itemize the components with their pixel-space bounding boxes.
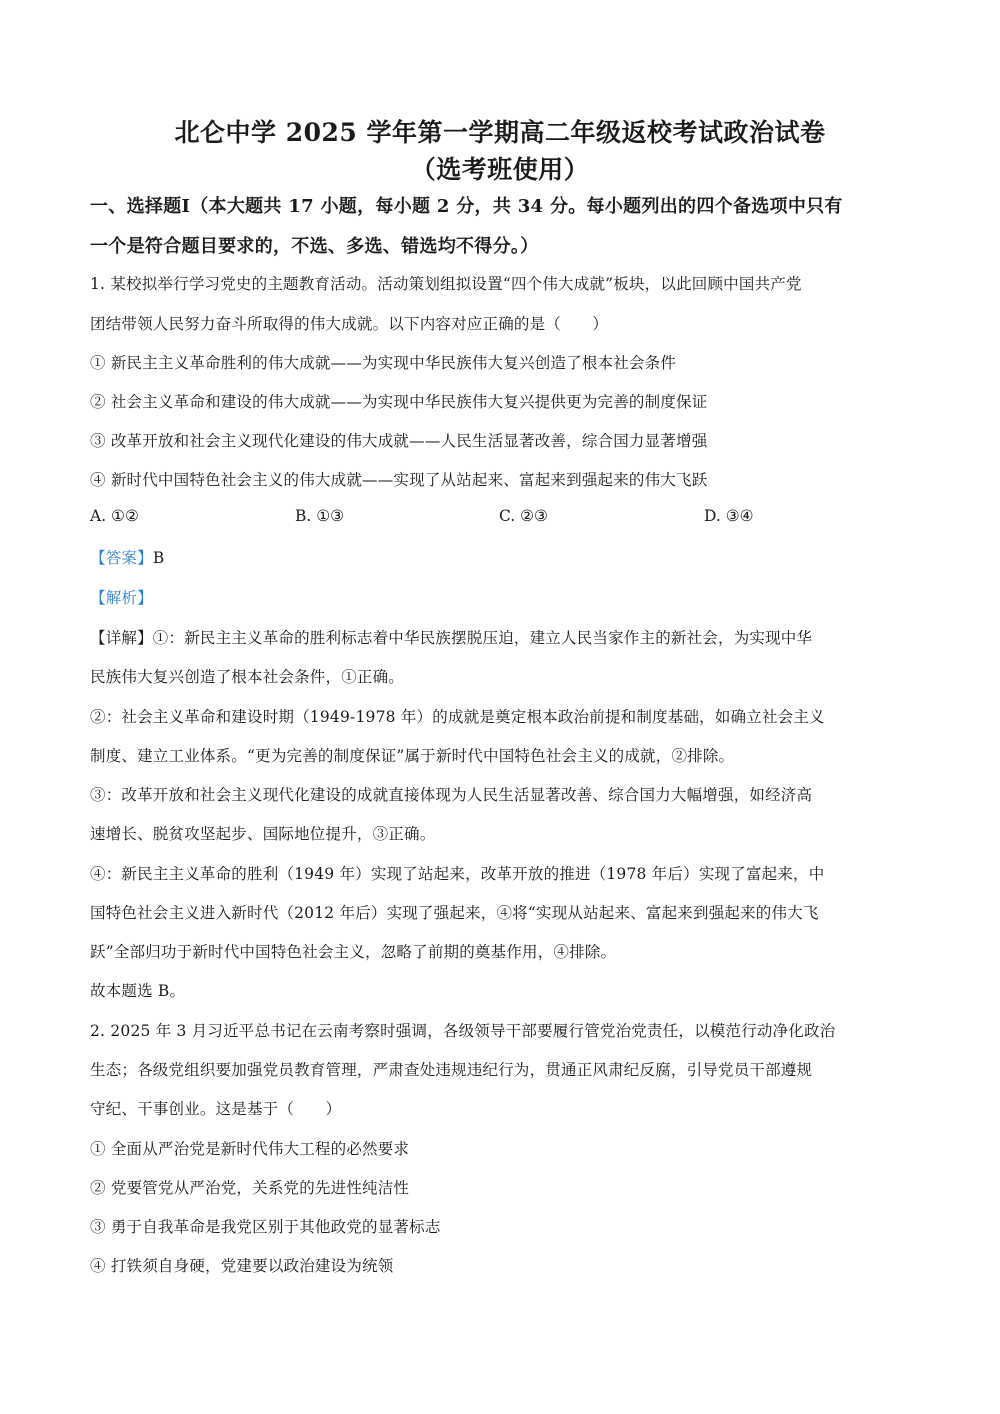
q1-conclusion: 故本题选 B。: [90, 982, 186, 1000]
page-subtitle: （选考班使用）: [410, 155, 590, 184]
section-instructions-line2: 一个是符合题目要求的，不选、多选、错选均不得分。）: [90, 236, 539, 257]
q1-stem-line2: 团结带领人民努力奋斗所取得的伟大成就。以下内容对应正确的是（ ）: [90, 315, 609, 333]
q1-detail-line: ④：新民主主义革命的胜利（1949 年）实现了站起来，改革开放的推进（1978 年后）实现了富起来，中: [90, 865, 825, 883]
q1-stem-line1: 1. 某校拟举行学习党史的主题教育活动。活动策划组拟设置“四个伟大成就”板块，以此回顾中国共产党: [90, 275, 802, 293]
q2-stem-line: 2. 2025 年 3 月习近平总书记在云南考察时强调，各级领导干部要履行管党治党责任，以模范行动净化政治: [90, 1022, 836, 1040]
page-title: 北仑中学 2025 学年第一学期高二年级返校考试政治试卷: [174, 118, 826, 147]
q2-statement-3: ③ 勇于自我革命是我党区别于其他政党的显著标志: [90, 1218, 441, 1236]
q1-detail-line: 民族伟大复兴创造了根本社会条件，①正确。: [90, 668, 405, 686]
q1-option-d: D. ③④: [704, 507, 754, 525]
q1-answer-line: [90, 546, 910, 568]
q1-statement-3: ③ 改革开放和社会主义现代化建设的伟大成就——人民生活显著改善，综合国力显著增强: [90, 432, 708, 450]
q1-option-b: B. ①③: [295, 507, 345, 525]
q1-statement-2: ② 社会主义革命和建设的伟大成就——为实现中华民族伟大复兴提供更为完善的制度保证: [90, 393, 708, 411]
q1-detail-line: 国特色社会主义进入新时代（2012 年后）实现了强起来，④将“实现从站起来、富起来到强起来的伟大飞: [90, 904, 819, 922]
q2-stem-line: 守纪、干事创业。这是基于（ ）: [90, 1100, 342, 1118]
q1-statement-4: ④ 新时代中国特色社会主义的伟大成就——实现了从站起来、富起来到强起来的伟大飞跃: [90, 471, 708, 489]
q2-statement-4: ④ 打铁须自身硬，党建要以政治建设为统领: [90, 1257, 394, 1275]
q1-detail-line: ②：社会主义革命和建设时期（1949-1978 年）的成就是奠定根本政治前提和制度基础，如确立社会主义: [90, 708, 825, 726]
q1-detail-line: 制度、建立工业体系。“更为完善的制度保证”属于新时代中国特色社会主义的成就，②排除。: [90, 747, 735, 765]
q1-statement-1: ① 新民主主义革命胜利的伟大成就——为实现中华民族伟大复兴创造了根本社会条件: [90, 354, 677, 372]
answer-tag: 【答案】: [90, 549, 153, 567]
section-instructions-line1: 一、选择题Ⅰ（本大题共 17 小题，每小题 2 分，共 34 分。每小题列出的四个备选项中只有: [90, 196, 843, 217]
q1-detail-line: 跃”全部归功于新时代中国特色社会主义，忽略了前期的奠基作用，④排除。: [90, 943, 617, 961]
answer-value: B: [152, 549, 165, 567]
q1-option-a: A. ①②: [90, 507, 139, 525]
q1-detail-line: 【详解】①：新民主主义革命的胜利标志着中华民族摆脱压迫，建立人民当家作主的新社会，为实现中华: [90, 629, 813, 647]
analysis-tag: 【解析】: [90, 589, 153, 607]
q1-detail-line: ③：改革开放和社会主义现代化建设的成就直接体现为人民生活显著改善、综合国力大幅增强，如经济高: [90, 786, 813, 804]
q2-stem-line: 生态；各级党组织要加强党员教育管理，严肃查处违规违纪行为，贯通正风肃纪反腐，引导党员干部遵规: [90, 1061, 813, 1079]
q2-statement-1: ① 全面从严治党是新时代伟大工程的必然要求: [90, 1140, 410, 1158]
q2-statement-2: ② 党要管党从严治党，关系党的先进性纯洁性: [90, 1179, 410, 1197]
q1-option-c: C. ②③: [499, 507, 548, 525]
q1-detail-line: 速增长、脱贫攻坚起步、国际地位提升，③正确。: [90, 825, 436, 843]
